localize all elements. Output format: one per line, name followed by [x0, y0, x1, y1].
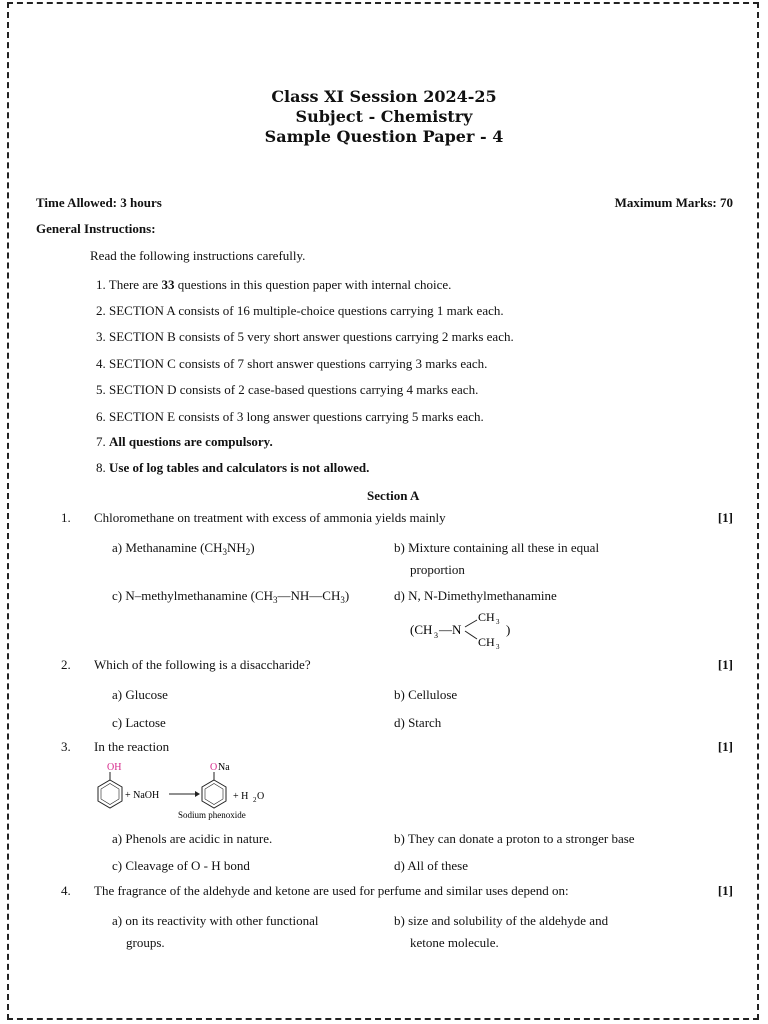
instruction-7: 7. All questions are compulsory. — [96, 434, 273, 449]
read-instructions: Read the following instructions carefully. — [90, 248, 306, 263]
instruction-1: 1. There are 33 questions in this question paper with internal choice. — [96, 277, 452, 292]
svg-text:2: 2 — [253, 796, 257, 804]
svg-text:): ) — [506, 622, 511, 637]
time-allowed: Time Allowed: 3 hours — [36, 195, 162, 210]
svg-text:3: 3 — [434, 631, 438, 640]
svg-text:3: 3 — [496, 618, 500, 626]
q4-option-b-cont: ketone molecule. — [410, 935, 499, 950]
svg-text:CH: CH — [478, 635, 495, 649]
q3-option-a: a) Phenols are acidic in nature. — [112, 831, 273, 846]
q2-option-b: b) Cellulose — [394, 687, 458, 702]
q1-option-a: a) Methanamine $(CH_3NH_2)$ — [112, 540, 255, 557]
q1-marks: [1] — [717, 510, 733, 525]
instruction-8: 8. Use of log tables and calculators is not allowed. — [96, 460, 370, 475]
q1-text: Chloromethane on treatment with excess of ammonia yields mainly — [94, 510, 446, 525]
q2-text: Which of the following is a disaccharide? — [94, 657, 311, 672]
instruction-6: 6. SECTION E consists of 3 long answer questions carrying 5 marks each. — [96, 409, 484, 424]
q1-option-b: b) Mixture containing all these in equal — [394, 540, 600, 555]
title-class-session: Class XI Session 2024-25 — [271, 87, 497, 106]
svg-text:3: 3 — [496, 643, 500, 651]
instruction-2: 2. SECTION A consists of 16 multiple-choice questions carrying 1 mark each. — [96, 303, 504, 318]
q1-option-b-cont: proportion — [410, 562, 465, 577]
q3-marks: [1] — [717, 739, 733, 754]
q1-option-c: c) N–methylmethanamine $(CH_3—NH—CH_3)$ — [112, 588, 350, 605]
svg-text:Na: Na — [218, 762, 230, 773]
instruction-3: 3. SECTION B consists of 5 very short answer questions carrying 2 marks each. — [96, 329, 514, 344]
svg-text:OH: OH — [107, 762, 122, 773]
maximum-marks: Maximum Marks: 70 — [614, 195, 733, 210]
svg-text:O: O — [257, 791, 265, 802]
q4-option-a-cont: groups. — [126, 935, 165, 950]
q3-option-b: b) They can donate a proton to a stronger base — [394, 831, 635, 846]
general-instructions-heading: General Instructions: — [36, 221, 156, 236]
svg-text:O: O — [210, 762, 218, 773]
svg-text:CH: CH — [478, 610, 495, 624]
q2-option-c: c) Lactose — [112, 715, 166, 730]
q2-option-a: a) Glucose — [112, 687, 168, 702]
q3-option-d: d) All of these — [394, 858, 469, 873]
svg-text:—N: —N — [439, 622, 462, 637]
title-paper: Sample Question Paper - 4 — [264, 127, 504, 146]
instruction-5: 5. SECTION D consists of 2 case-based questions carrying 4 marks each. — [96, 382, 479, 397]
q2-number: 2. — [61, 657, 71, 672]
q2-option-d: d) Starch — [394, 715, 442, 730]
q3-option-c: c) Cleavage of O - H bond — [112, 858, 250, 873]
title-subject: Subject - Chemistry — [295, 107, 473, 126]
q2-marks: [1] — [717, 657, 733, 672]
q4-marks: [1] — [717, 883, 733, 898]
q3-text: In the reaction — [94, 739, 170, 754]
instruction-4: 4. SECTION C consists of 7 short answer questions carrying 3 marks each. — [96, 356, 488, 371]
svg-text:+ H: + H — [233, 791, 249, 802]
q1-dimethyl-structure — [405, 608, 525, 654]
q3-reaction-diagram — [92, 758, 282, 824]
q4-number: 4. — [61, 883, 71, 898]
q1-number: 1. — [61, 510, 71, 525]
section-a-heading: Section A — [367, 488, 420, 503]
q4-text: The fragrance of the aldehyde and ketone are used for perfume and similar uses depend on: — [94, 883, 569, 898]
q1-option-d: d) N, N-Dimethylmethanamine — [394, 588, 557, 603]
svg-text:Sodium phenoxide: Sodium phenoxide — [178, 810, 246, 820]
svg-text:+ NaOH: + NaOH — [125, 790, 160, 801]
q4-option-b: b) size and solubility of the aldehyde and — [394, 913, 609, 928]
q4-option-a: a) on its reactivity with other functional — [112, 913, 319, 928]
q3-number: 3. — [61, 739, 71, 754]
svg-text:(CH: (CH — [410, 622, 433, 637]
